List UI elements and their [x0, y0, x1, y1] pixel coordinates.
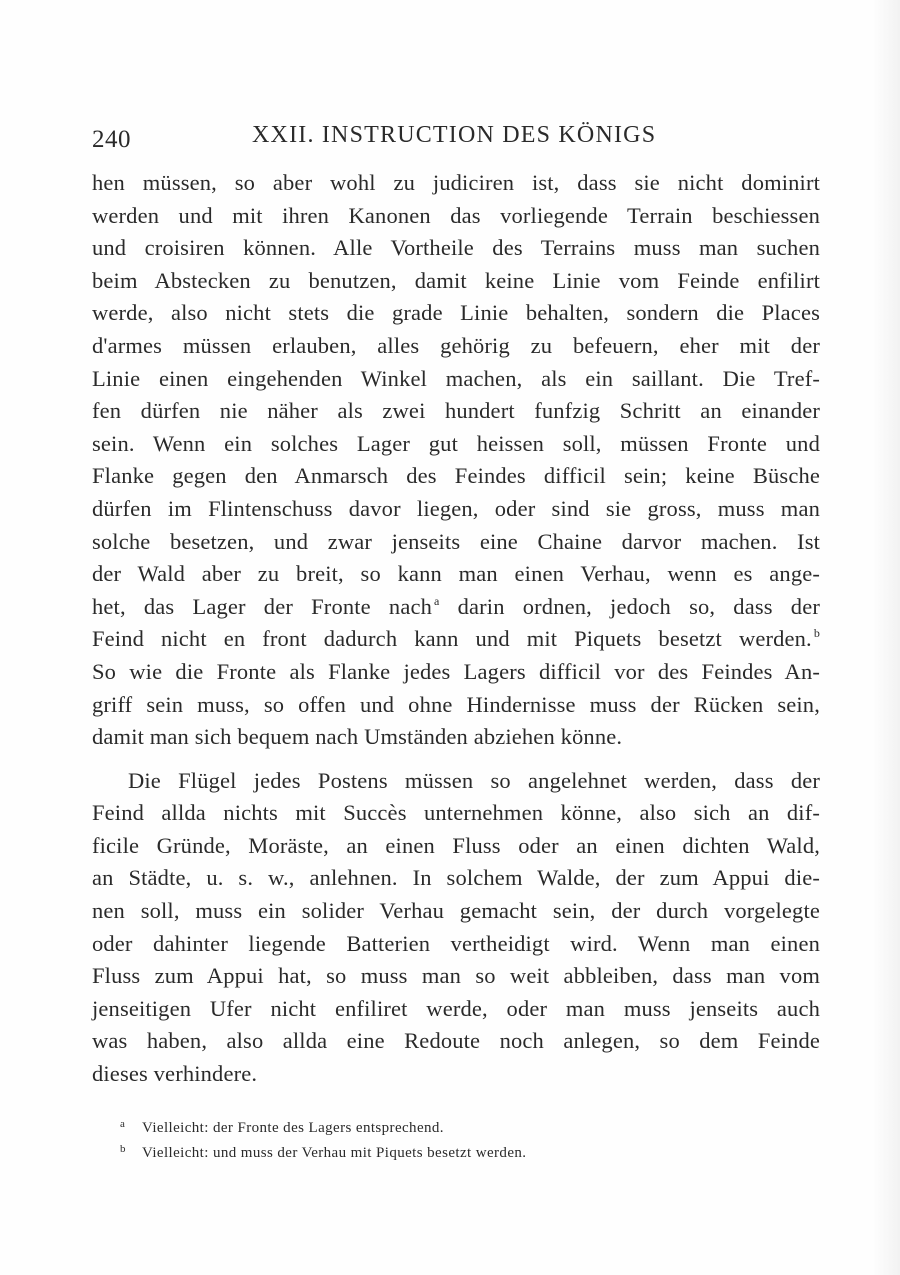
footnote-b — [120, 1137, 820, 1162]
paragraph-1 — [92, 167, 820, 754]
text-line: jenseitigen Ufer nicht enfiliret werde, oder man muss jenseits auch — [92, 995, 820, 1021]
text-line: damit man sich bequem nach Umständen abziehen könne. — [92, 724, 623, 750]
text-line: Flanke gegen den Anmarsch des Feindes difficil sein; keine Büsche — [92, 463, 820, 489]
text-line: solche besetzen, und zwar jenseits eine Chaine darvor machen. Ist — [92, 528, 820, 554]
text-line: der Wald aber zu breit, so kann man einen Verhau, wenn es ange- — [92, 561, 820, 587]
page-number: 240 — [92, 126, 131, 153]
text-segment: het, das Lager der Fronte nach — [92, 593, 432, 619]
text-line: Die Flügel jedes Postens müssen so angelehnet werden, dass der — [128, 767, 820, 793]
page-edge-shadow — [872, 0, 900, 1275]
footnote-text: Vielleicht: und muss der Verhau mit Piquets besetzt werden. — [142, 1145, 527, 1161]
running-title: XXII. INSTRUCTION DES KÖNIGS — [252, 122, 657, 148]
text-line: dieses verhindere. — [92, 1061, 258, 1087]
text-line-with-footnote-b — [92, 623, 820, 656]
text-line-with-footnote-a — [92, 591, 820, 624]
text-line: d'armes müssen erlauben, alles gehörig zu befeuern, eher mit der — [92, 332, 820, 358]
text-line: Fluss zum Appui hat, so muss man so weit abbleiben, dass man vom — [92, 963, 820, 989]
footnote-mark: a — [120, 1118, 126, 1130]
footnote-ref-b: b — [813, 626, 820, 641]
text-line: beim Abstecken zu benutzen, damit keine Linie vom Feinde enfilirt — [92, 267, 820, 293]
text-line: nen soll, muss ein solider Verhau gemacht sein, der durch vorgelegte — [92, 898, 820, 924]
paragraph-2 — [92, 765, 820, 1091]
text-line: Feind allda nichts mit Succès unternehmen könne, also sich an dif- — [92, 800, 820, 826]
text-line: an Städte, u. s. w., anlehnen. In solchem Walde, der zum Appui die- — [92, 865, 820, 891]
footnotes — [120, 1112, 820, 1162]
text-segment: darin ordnen, jedoch so, dass der — [439, 593, 820, 619]
paragraph-gap — [92, 754, 820, 765]
text-line: was haben, also allda eine Redoute noch anlegen, so dem Feinde — [92, 1028, 820, 1054]
text-segment: Feind nicht en front dadurch kann und mit Piquets besetzt werden. — [92, 626, 812, 652]
footnote-a — [120, 1112, 820, 1137]
text-line: ficile Gründe, Moräste, an einen Fluss oder an einen dichten Wald, — [92, 832, 820, 858]
text-line: griff sein muss, so offen und ohne Hindernisse muss der Rücken sein, — [92, 691, 820, 717]
body-text — [92, 167, 820, 1091]
footnote-mark: b — [120, 1143, 126, 1155]
text-line: hen müssen, so aber wohl zu judiciren ist, dass sie nicht dominirt — [92, 170, 820, 195]
footnote-text: Vielleicht: der Fronte des Lagers entsprechend. — [142, 1120, 444, 1136]
footnote-ref-a: a — [434, 593, 440, 608]
text-line: werde, also nicht stets die grade Linie behalten, sondern die Places — [92, 300, 820, 326]
text-line: werden und mit ihren Kanonen das vorliegende Terrain beschiessen — [92, 202, 820, 228]
text-line: oder dahinter liegende Batterien vertheidigt wird. Wenn man einen — [92, 930, 820, 956]
text-line: dürfen im Flintenschuss davor liegen, oder sind sie gross, muss man — [92, 495, 820, 521]
text-line: fen dürfen nie näher als zwei hundert funfzig Schritt an einander — [92, 398, 820, 424]
text-line: und croisiren können. Alle Vortheile des Terrains muss man suchen — [92, 235, 820, 261]
text-line: So wie die Fronte als Flanke jedes Lagers difficil vor des Feindes An- — [92, 658, 820, 684]
text-line: sein. Wenn ein solches Lager gut heissen soll, müssen Fronte und — [92, 430, 820, 456]
page-header — [92, 120, 822, 156]
text-line: Linie einen eingehenden Winkel machen, als ein saillant. Die Tref- — [92, 365, 820, 391]
